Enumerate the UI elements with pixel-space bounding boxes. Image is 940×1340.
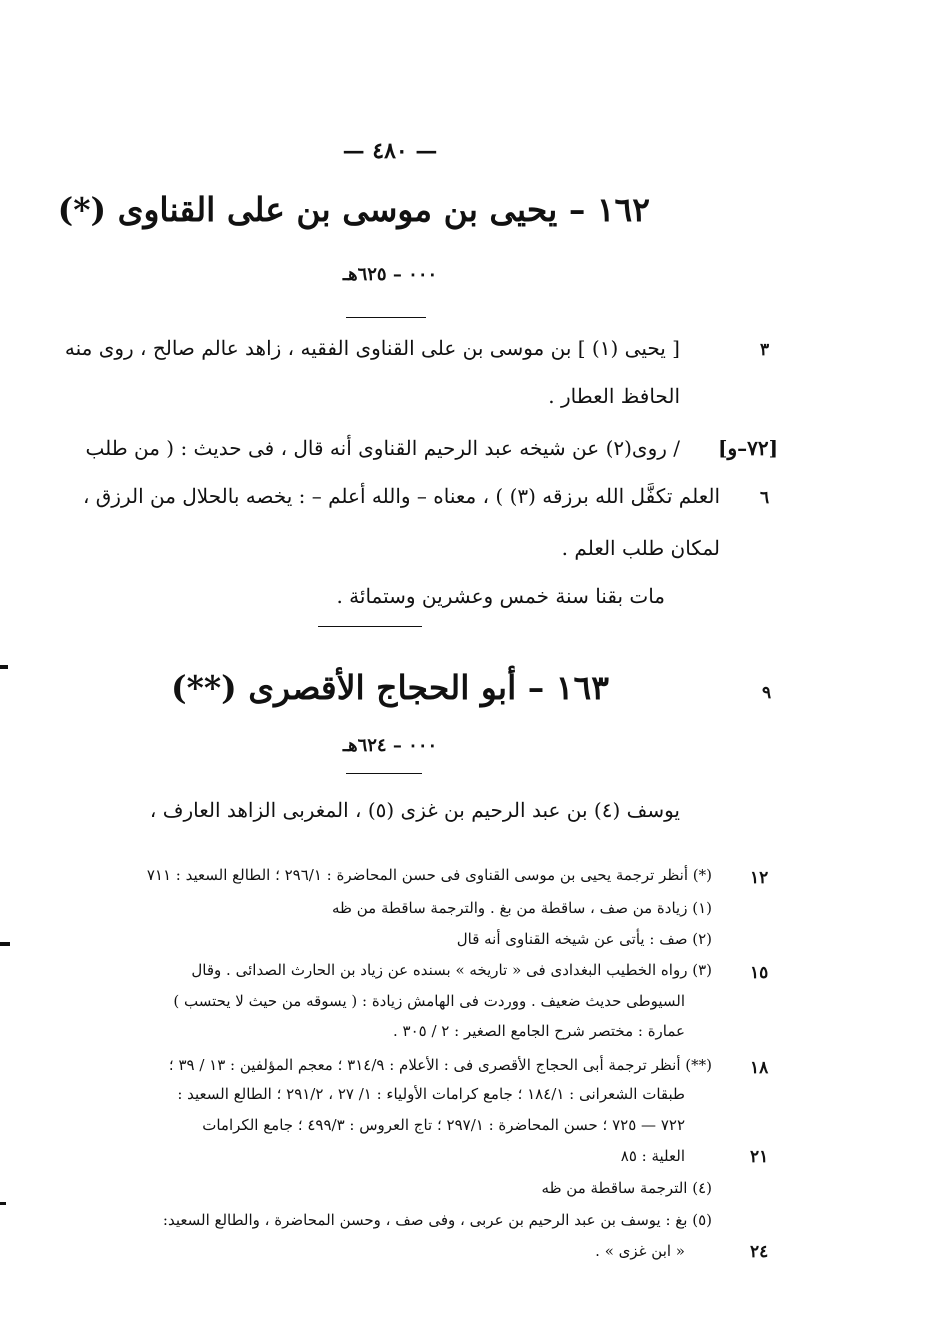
footnote: عمارة : مختصر شرح الجامع الصغير : ٢ / ٣٠٥ . [392,1022,685,1040]
entry-162-line-3: / روى(٢) عن شيخه عبد الرحيم القناوى أنه قال ، فى حديث : ( من طلب [85,436,680,460]
entry-162-line-1: [ يحيى (١) ] بن موسى بن على القناوى الفقيه ، زاهد عالم صالح ، روى منه [64,336,680,360]
footnote: (٥) بغ : يوسف بن عبد الرحيم بن عربى ، وفى صف ، وحسن المحاضرة ، والطالع السعيد: [162,1211,712,1229]
line-number: ١٨ [750,1058,769,1078]
footnote: (٤) الترجمة ساقطة من ظه [541,1179,712,1197]
entry-162-dates: ٠٠٠ – ٦٢٥هـ [342,264,438,285]
entry-162-line-2: الحافظ العطار . [548,384,680,408]
section-rule [346,317,426,318]
footnote: (*) أنظر ترجمة يحيى بن موسى القناوى فى حسن المحاضرة : ٢٩٦/١ ؛ الطالع السعيد : ٧١١ [146,866,712,884]
footnote: (٣) رواه الخطيب البغدادى فى « تاريخه » بسنده عن زياد بن الحارث الصدائى . وقال [191,961,712,979]
line-number: ٣ [760,340,770,360]
line-number: ١٢ [750,868,769,888]
entry-162-line-4: العلم تكفَّل الله برزقه (٣) ) ، معناه – والله أعلم – : يخصه بالحلال من الرزق ، [82,484,720,508]
footnote: طبقات الشعرانى : ١٨٤/١ ؛ جامع كرامات الأولياء : ١/ ٢٧ ، ٢٩١/٢ ؛ الطالع السعيد : [177,1085,685,1103]
line-number: ١٥ [750,963,769,983]
entry-163-dates: ٠٠٠ – ٦٢٤هـ [342,735,438,756]
footnote: (٢) صف : يأتى عن شيخه القناوى أنه قال [456,930,712,948]
entry-162-title: ١٦٢ – يحيى بن موسى بن على القناوى (*) [57,190,650,229]
footnote: (١) زيادة من صف ، ساقطة من بغ . والترجمة ساقطة من ظه [332,899,712,917]
footnote: « ابن غزى » . [595,1242,685,1260]
entry-162-line-6: مات بقنا سنة خمس وعشرين وستمائة . [336,584,665,608]
footnote: (**) أنظر ترجمة أبى الحجاج الأقصرى فى : الأعلام : ٣١٤/٩ ؛ معجم المؤلفين : ١٣ / ٣٩ ؛ [168,1056,712,1074]
section-rule [318,626,422,627]
entry-162-line-5: لمكان طلب العلم . [561,536,720,560]
section-rule [346,773,422,774]
line-number: ٩ [762,683,772,703]
entry-163-title: ١٦٣ – أبو الحجاج الأقصرى (**) [171,668,609,707]
line-number: ٢١ [750,1147,769,1167]
page-number: — ٤٨٠ — [342,138,438,164]
scan-edge-mark [0,1202,6,1205]
line-number: ٦ [760,488,770,508]
entry-163-line-1: يوسف (٤) بن عبد الرحيم بن غزى (٥) ، المغربى الزاهد العارف ، [149,798,680,822]
line-number: ٢٤ [750,1242,769,1262]
scan-edge-mark [0,942,10,946]
footnote: العلية : ٨٥ [620,1147,685,1165]
folio-marker: [٧٢–و] [718,436,779,460]
footnote: ٧٢٢ — ٧٢٥ ؛ حسن المحاضرة : ٢٩٧/١ ؛ تاج العروس : ٤٩٩/٣ ؛ جامع الكرامات [202,1116,685,1134]
scan-edge-mark [0,665,8,669]
footnote: السيوطى حديث ضعيف . ووردت فى الهامش زيادة : ( يسوقه من حيث لا يحتسب ) [173,992,685,1010]
